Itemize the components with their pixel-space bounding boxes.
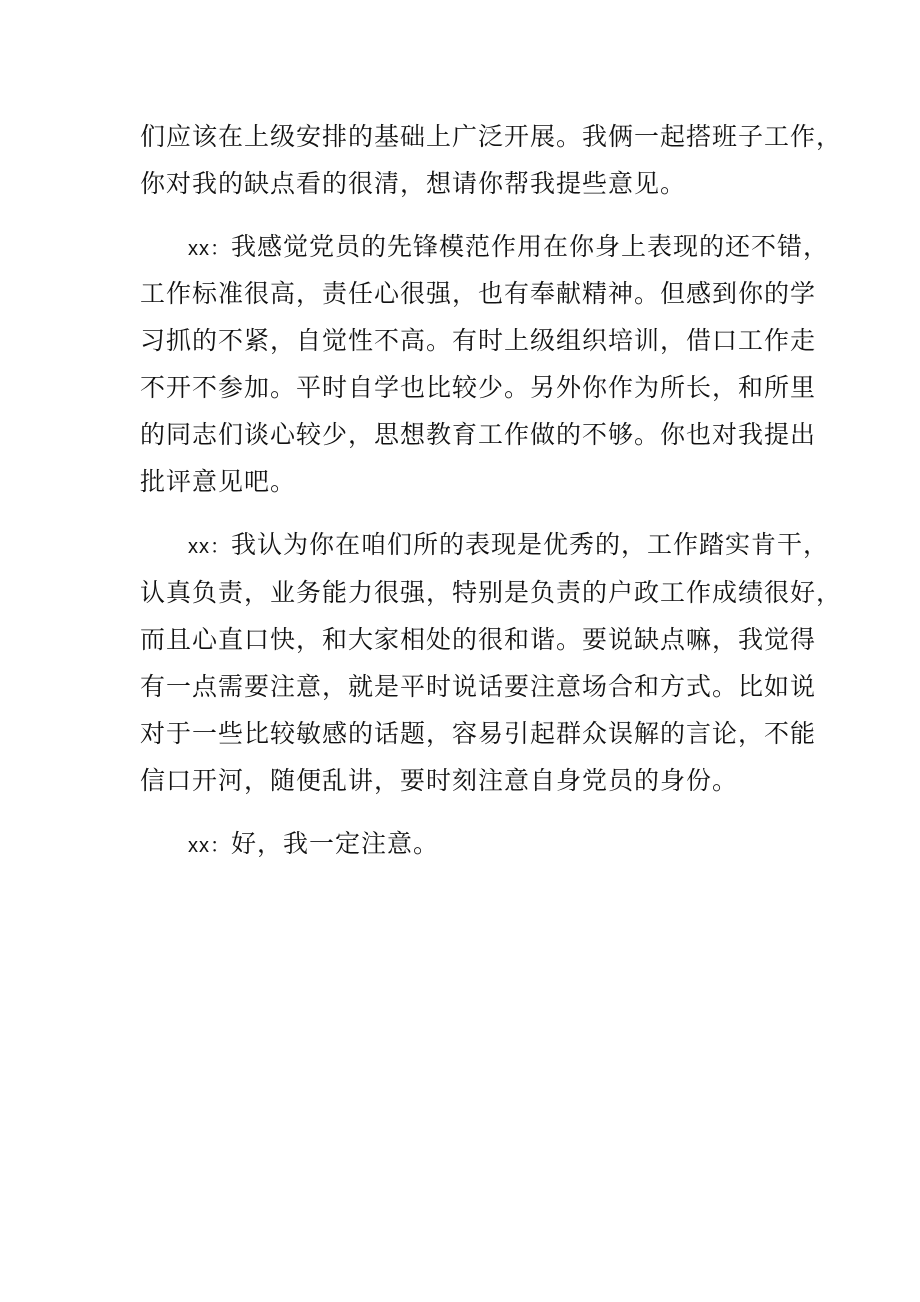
paragraph-4-line-1 [188, 829, 439, 861]
paragraph-2-line-1 [188, 232, 829, 264]
text-line: 的同志们谈心较少，思想教育工作做的不够。你也对我提出 [140, 420, 817, 449]
text-line: 我认为你在咱们所的表现是优秀的，工作踏实肯干， [231, 530, 830, 559]
text-line: 认真负责，业务能力很强，特别是负责的户政工作成绩很好， [140, 578, 843, 607]
text-line: 批评意见吧。 [140, 467, 297, 496]
paragraph-3-line-3 [140, 625, 816, 655]
text-line: 而且心直口快，和大家相处的很和谐。要说缺点嘛，我觉得 [140, 625, 817, 654]
paragraph-1-line-1 [140, 122, 842, 152]
paragraph-3-line-2 [140, 578, 842, 608]
text-line: 不开不参加。平时自学也比较少。另外你作为所长，和所里 [140, 373, 817, 402]
text-line: 信口开河，随便乱讲，要时刻注意自身党员的身份。 [140, 766, 739, 795]
speaker-label: xx： [188, 536, 231, 558]
text-line: 你对我的缺点看的很清，想请你帮我提些意见。 [140, 169, 687, 198]
paragraph-2-line-3 [140, 326, 816, 356]
paragraph-3-line-5 [140, 719, 816, 749]
text-line: 工作标准很高，责任心很强，也有奉献精神。但感到你的学 [140, 279, 817, 308]
text-line: 们应该在上级安排的基础上广泛开展。我俩一起搭班子工作， [140, 122, 843, 151]
text-line: 我感觉党员的先锋模范作用在你身上表现的还不错， [231, 232, 830, 261]
paragraph-3-line-1 [188, 530, 829, 562]
paragraph-3-line-4 [140, 672, 816, 702]
speaker-label: xx： [188, 835, 231, 857]
paragraph-2-line-4 [140, 373, 816, 403]
paragraph-2-line-6 [140, 467, 296, 497]
paragraph-2-line-2 [140, 279, 816, 309]
text-line: 好，我一定注意。 [231, 829, 440, 858]
paragraph-1-line-2 [140, 169, 686, 199]
text-line: 对于一些比较敏感的话题，容易引起群众误解的言论，不能 [140, 719, 817, 748]
speaker-label: xx： [188, 238, 231, 260]
paragraph-2-line-5 [140, 420, 816, 450]
paragraph-3-line-6 [140, 766, 738, 796]
text-line: 有一点需要注意，就是平时说话要注意场合和方式。比如说 [140, 672, 817, 701]
text-line: 习抓的不紧，自觉性不高。有时上级组织培训，借口工作走 [140, 326, 817, 355]
